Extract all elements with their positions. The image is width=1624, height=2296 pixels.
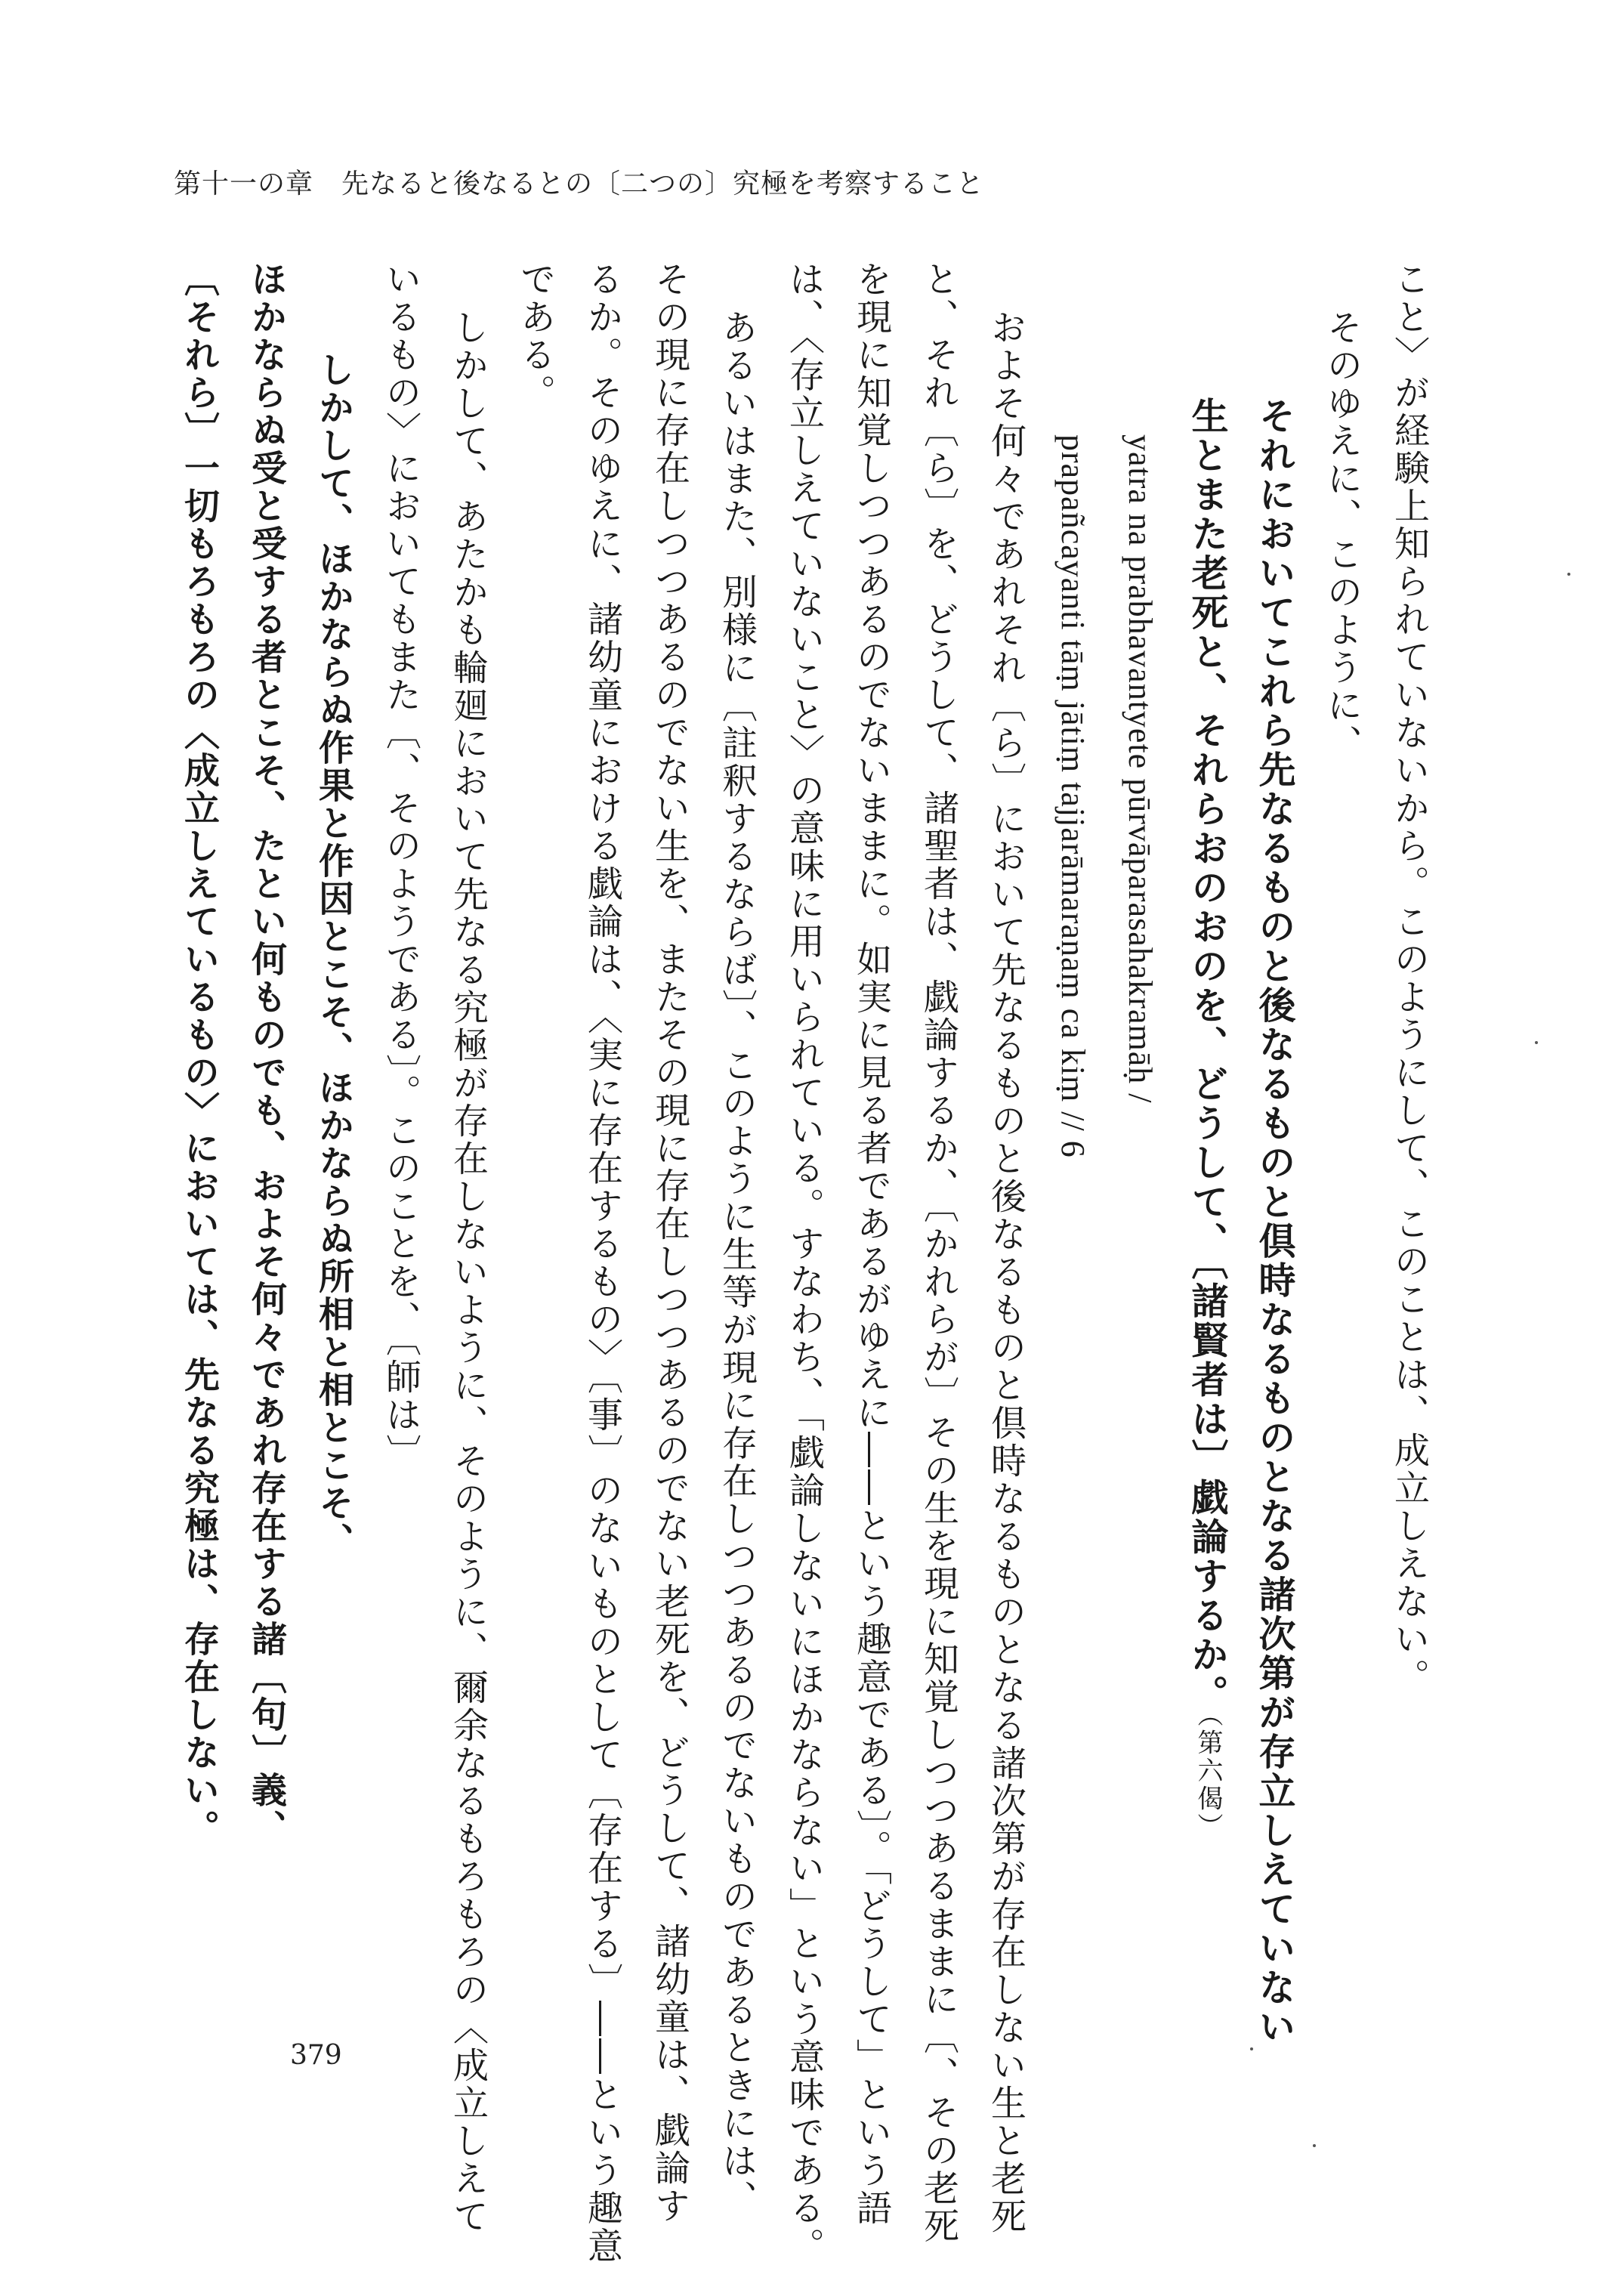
- scan-speck: [1535, 1041, 1538, 1044]
- line-text: およそ何々であれそれ〔ら〕において先なるものと後なるものと倶時なるものとなる諸次第が存在しない生と老死: [985, 309, 1027, 2236]
- line-text: を現に知覚しつつあるのでないままに。如実に見る者であるがゆえに――という趣意である〕。「どうして」という語: [851, 261, 892, 2227]
- text-line: [434, 261, 502, 2236]
- text-line: [972, 261, 1039, 2236]
- line-text: と、それ〔ら〕を、どうして、諸聖者は、戯論するか、〔かれらが〕その生を現に知覚しつつあるままに〔、その老死: [918, 261, 959, 2245]
- verse-line: [165, 261, 233, 2021]
- text-line: [703, 261, 770, 2218]
- scan-speck: [1567, 573, 1570, 576]
- verse-line: [1174, 261, 1241, 2021]
- transliteration-line: [1107, 261, 1174, 2021]
- line-text: しかして、ほかならぬ作果と作因とこそ、ほかならぬ所相と相とこそ、: [313, 351, 354, 1560]
- line-text: である。: [514, 261, 556, 412]
- text-line: [838, 261, 905, 2227]
- verse-line: [1241, 261, 1308, 2047]
- text-line: [502, 261, 569, 2021]
- text-line: [1308, 261, 1375, 2021]
- line-text: 〔それら〕一切もろもろの〈成立しえているもの〉においては、先なる究極は、存在しない。: [178, 261, 220, 1847]
- line-text: こと〉が経験上知られていないから。このようにして、このことは、成立しえない。: [1388, 261, 1430, 1696]
- line-text: いるもの〉においてもまた〔、そのようである〕。このことを、〔師は〕: [380, 261, 421, 1472]
- page-number: 379: [290, 2040, 342, 2071]
- line-text: しかして、あたかも輪廻において先なる究極が存在しないように、そのように、爾余なるもろもろの〈成立しえて: [447, 309, 489, 2236]
- text-line: [1375, 261, 1443, 2021]
- verse-line: [300, 261, 367, 2021]
- line-text: そのゆえに、このように、: [1321, 309, 1363, 762]
- line-text: その現に存在しつつあるのでない生を、またその現に存在しつつあるのでない老死を、どうして、諸幼童は、戯論す: [649, 261, 690, 2225]
- line-text: るか。そのゆえに、諸幼童における戯論は、〈実に存在するもの〉〔事〕のないものとして〔存在する〕――という趣意: [582, 261, 623, 2265]
- line-text: prapañcayanti tāṃ jātiṃ tajjarāmaraṇaṃ ca kiṃ // 6: [1054, 434, 1091, 1158]
- line-text: それにおいてこれら先なるものと後なるものと倶時なるものとなる諸次第が存立しえていない: [1253, 397, 1297, 2047]
- running-header: 第十一の章 先なると後なるとの〔二つの〕究極を考察すること: [174, 168, 985, 199]
- line-text: yatra na prabhavantyete pūrvāparasahakramāḥ /: [1122, 434, 1159, 1104]
- verse-number-tag: （第六偈）: [1193, 1714, 1223, 1841]
- text-line: [905, 261, 972, 2245]
- text-line: [367, 261, 434, 2021]
- scan-speck: [1250, 2047, 1253, 2050]
- line-text: ほかならぬ受と受する者とこそ、たとい何ものでも、およそ何々であれ存在する諸〔句〕義、: [245, 261, 287, 1847]
- line-text: は、〈存立しえていないこと〉の意味に用いられている。すなわち、「戯論しないにほかならない」という意味である。: [783, 261, 825, 2265]
- text-line: [636, 261, 703, 2225]
- line-text: あるいはまた、別様に〔註釈するならば〕、このように生等が現に存在しつつあるのでないものであるときには、: [716, 309, 758, 2218]
- text-line: [569, 261, 636, 2265]
- scan-speck: [1313, 2144, 1316, 2147]
- transliteration-line: [1039, 261, 1107, 2021]
- verse-line: [233, 261, 300, 2021]
- text-line: [770, 261, 838, 2265]
- line-text: 生とまた老死と、それらおのおのを、どうして、〔諸賢者は〕戯論するか。: [1186, 397, 1230, 1714]
